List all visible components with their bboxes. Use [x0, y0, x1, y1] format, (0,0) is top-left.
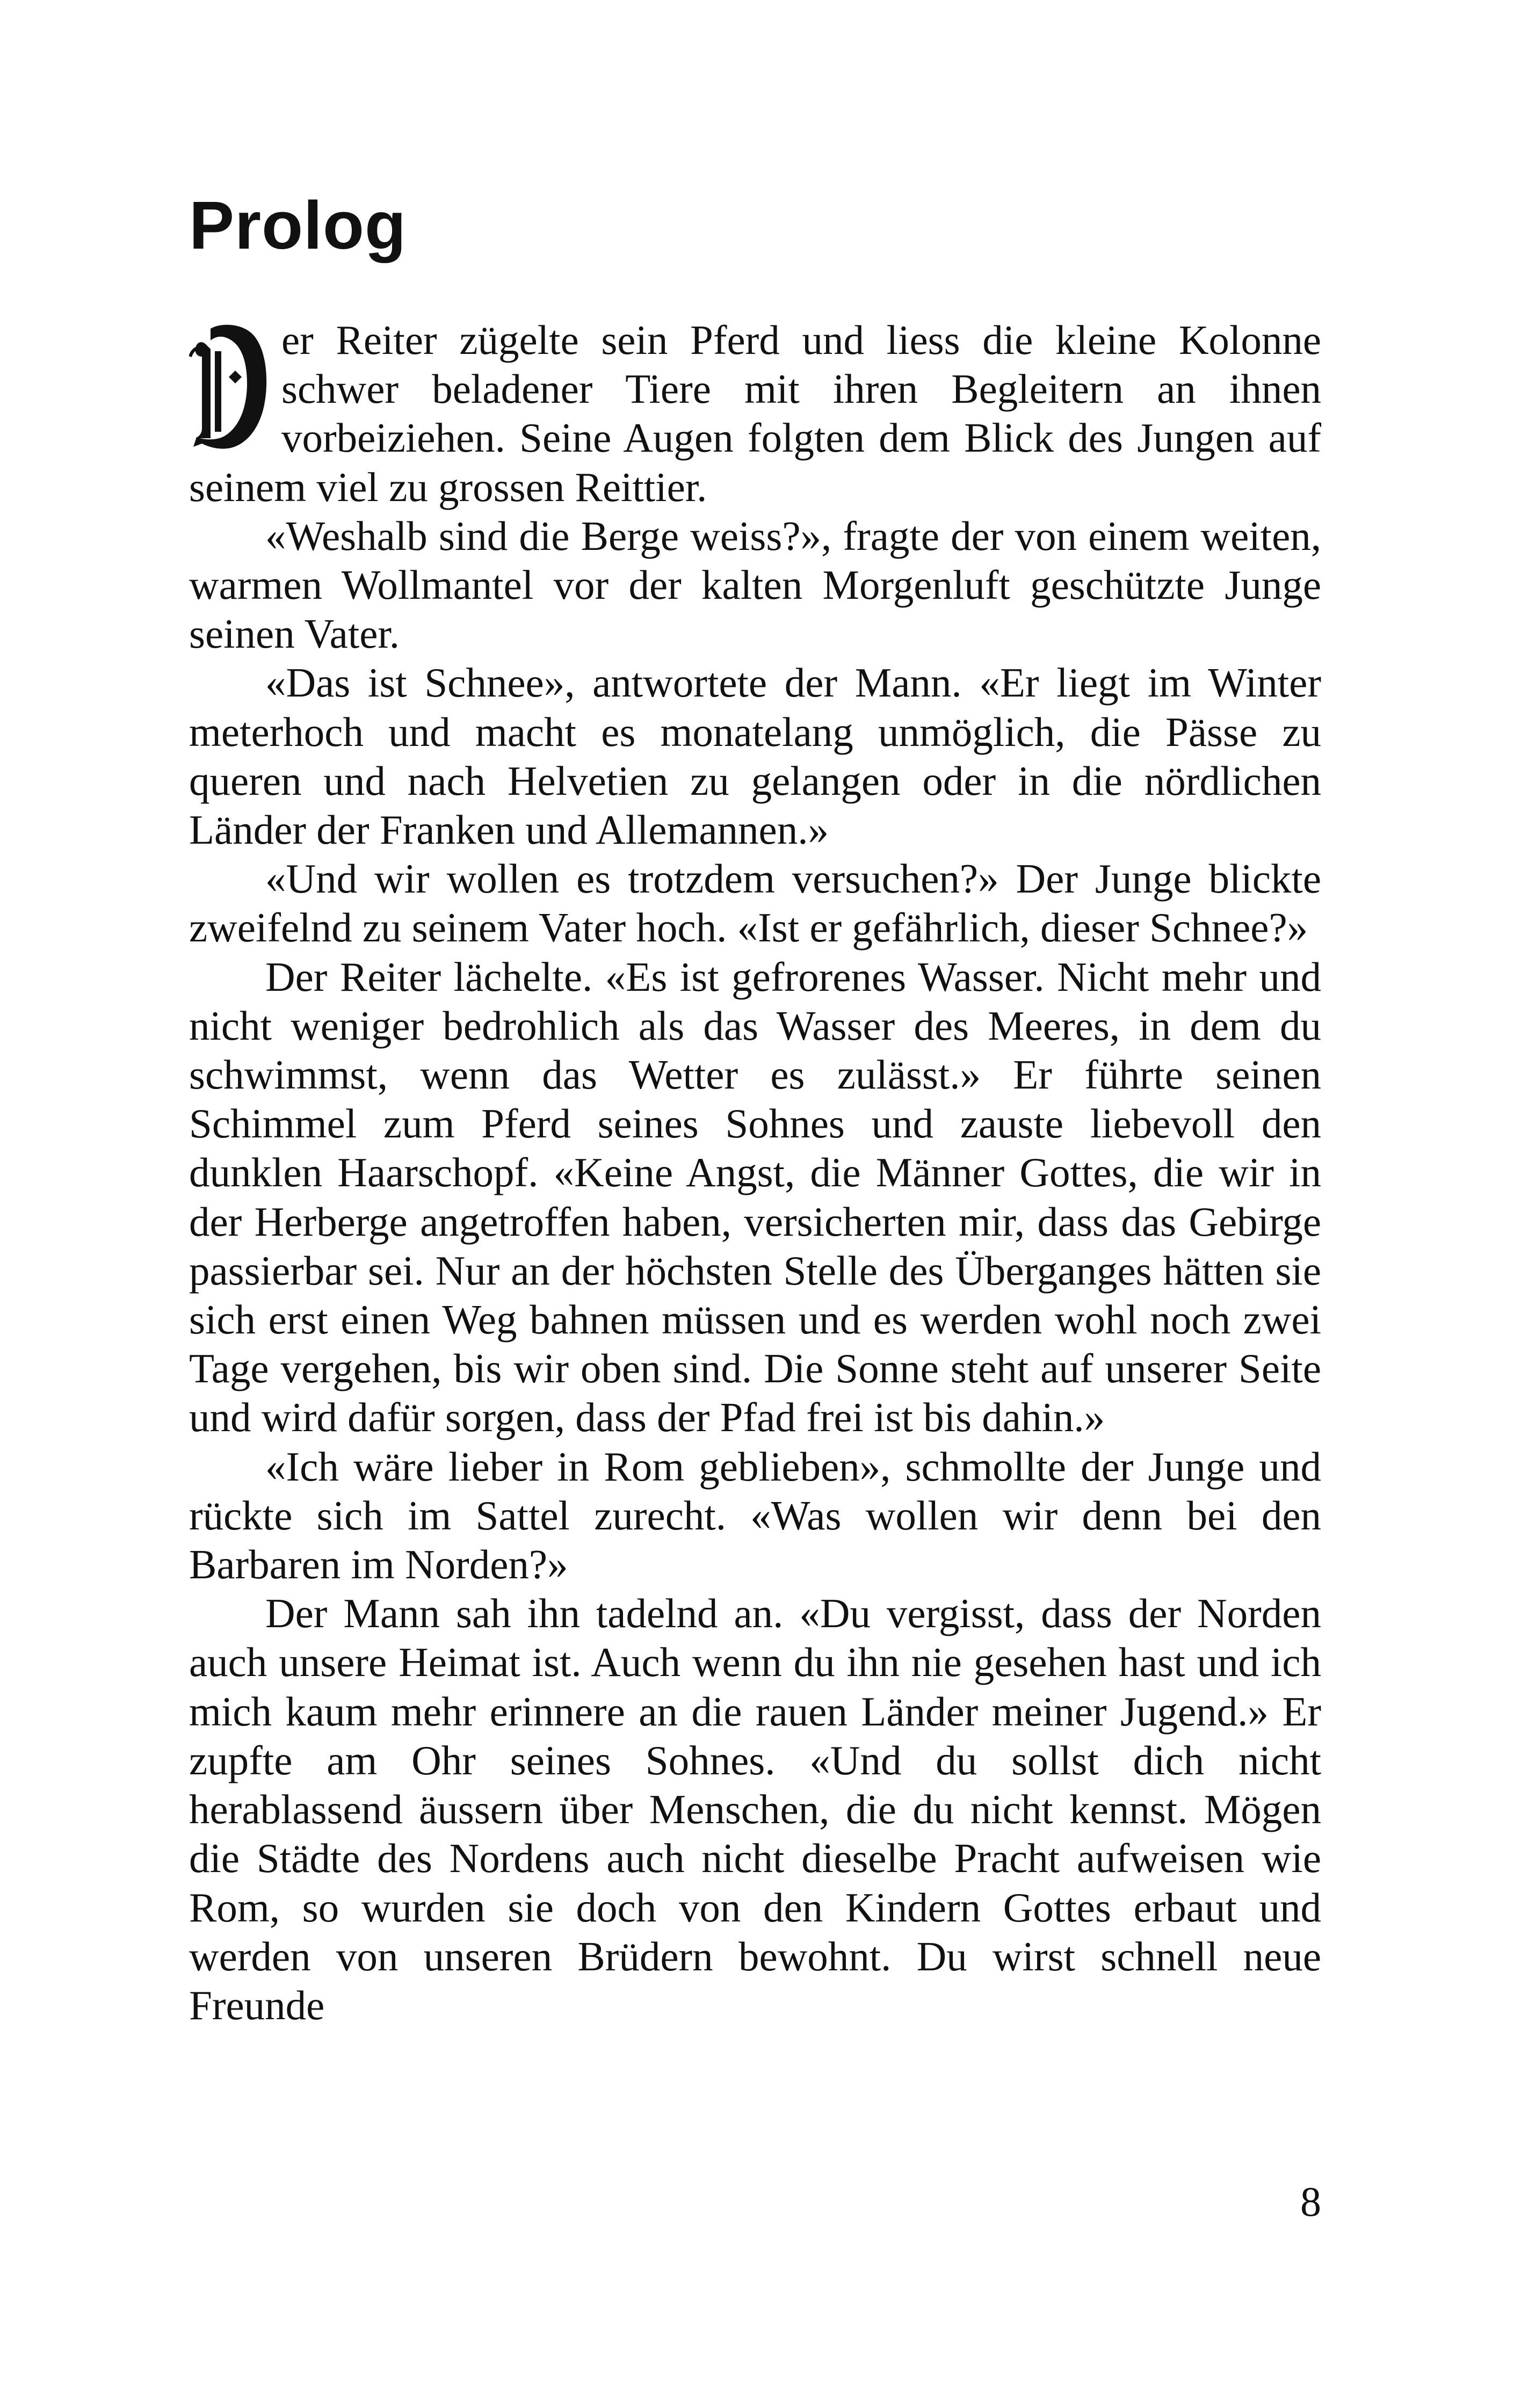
paragraph-7: Der Mann sah ihn tadelnd an. «Du vergisst, dass der Norden auch unsere Heimat ist. Auch wenn du ihn nie gesehen hast und ich mich kaum mehr erinnere an die rauen Länder meiner Jugend.» Er zupfte am Ohr seines Sohnes. «Und du sollst dich nicht herablassend äussern über Menschen, die du nicht kennst. Mögen die Städte des Nordens auch nicht dieselbe Pracht aufweisen wie Rom, so wurden sie doch von den Kindern Gottes erbaut und werden von unseren Brüdern bewohnt. Du wirst schnell neue Freunde	[189, 1590, 1321, 2028]
paragraph-5: Der Reiter lächelte. «Es ist gefrorenes Wasser. Nicht mehr und nicht weniger bedrohlich als das Wasser des Meeres, in dem du schwimmst, wenn das Wetter es zulässt.» Er führte seinen Schimmel zum Pferd seines Sohnes und zauste liebevoll den dunklen Haarschopf. «Keine Angst, die Männer Gottes, die wir in der Herberge angetroffen haben, versicherten mir, dass das Gebirge passierbar sei. Nur an der höchsten Stelle des Überganges hätten sie sich erst einen Weg bahnen müssen und es werden wohl noch zwei Tage vergehen, bis wir oben sind. Die Sonne steht auf unserer Seite und wird dafür sorgen, dass der Pfad frei ist bis dahin.»	[189, 953, 1321, 1441]
chapter-title: Prolog	[189, 187, 407, 263]
paragraph-6: «Ich wäre lieber in Rom geblieben», schmollte der Junge und rückte sich im Sattel zurecht. «Was wollen wir denn bei den Barbaren im Norden?»	[189, 1443, 1321, 1588]
drop-cap-initial	[189, 319, 270, 453]
paragraph-2: «Weshalb sind die Berge weiss?», fragte der von einem weiten, warmen Wollmantel vor der kalten Morgenluft geschützte Junge seinen Vater.	[189, 512, 1321, 657]
page-number: 8	[1300, 2178, 1321, 2225]
paragraph-3: «Das ist Schnee», antwortete der Mann. «Er liegt im Winter meterhoch und macht es monatelang unmöglich, die Pässe zu queren und nach Helvetien zu gelangen oder in die nördlichen Länder der Franken und Allemannen.»	[189, 659, 1321, 853]
paragraph-1-text: er Reiter zügelte sein Pferd und liess die kleine Kolonne schwer beladener Tiere mit ihren Begleitern an ihnen vorbeiziehen. Seine Augen folgten dem Blick des Jungen auf seinem viel zu grossen Reittier.	[189, 317, 1321, 510]
paragraph-1	[189, 316, 1321, 512]
body-text	[189, 316, 1321, 2030]
paragraph-4: «Und wir wollen es trotzdem versuchen?» Der Junge blickte zweifelnd zu seinem Vater hoch. «Ist er gefährlich, dieser Schnee?»	[189, 855, 1321, 951]
